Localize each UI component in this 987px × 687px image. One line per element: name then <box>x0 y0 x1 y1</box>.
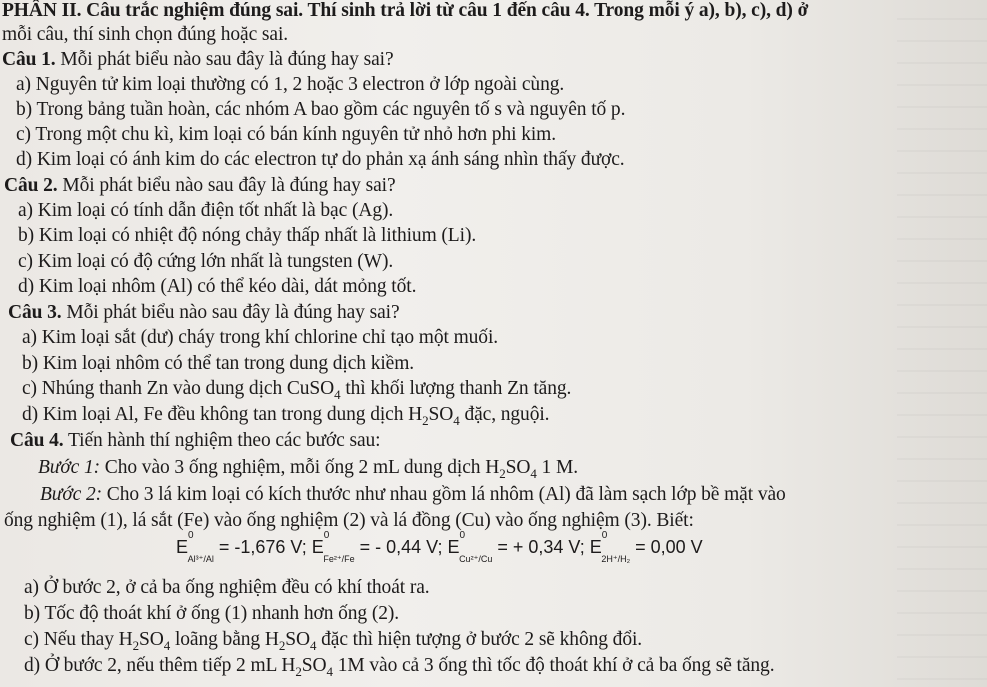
question-4-text: Tiến hành thí nghiệm theo các bước sau: <box>63 430 381 451</box>
question-3-label: Câu 3. <box>8 302 62 323</box>
section-title: PHẦN II. Câu trắc nghiệm đúng sai. <box>2 0 304 21</box>
question-4-label: Câu 4. <box>10 430 64 451</box>
question-4-option-d: d) Ở bước 2, nếu thêm tiếp 2 mL $H_2SO_4$ 1M vào cả 3 ống thì tốc độ thoát khí ở cả ba ống sẽ tăng. <box>24 655 775 679</box>
question-4-stem <box>10 429 381 453</box>
question-4-option-c: c) Nếu thay $H_2SO_4$ loãng bằng $H_2SO_4$ đặc thì hiện tượng ở bước 2 sẽ không đổi. <box>24 629 643 653</box>
question-1-option-d: d) Kim loại có ánh kim do các electron tự do phản xạ ánh sáng nhìn thấy được. <box>16 149 625 170</box>
standard-potentials-formula: $E^0_{Al^{3+}/Al} = -1,676$ V; $E^0_{Fe^{2+}/Fe}$ = - 0,44 V; $E^0_{Cu^{2+}/Cu}$ = + 0,34 V; $E^0_{2H^+/H_2} = 0,00$ V <box>176 530 703 564</box>
question-3-stem <box>8 301 400 325</box>
question-3-option-c: c) Nhúng thanh Zn vào dung dịch CuSO$_4$ thì khối lượng thanh Zn tăng. <box>22 378 572 402</box>
question-2-text: Mỗi phát biểu nào sau đây là đúng hay sai? <box>57 175 396 196</box>
question-3-text: Mỗi phát biểu nào sau đây là đúng hay sai? <box>61 302 400 323</box>
question-1-option-a: a) Nguyên tử kim loại thường có 1, 2 hoặc 3 electron ở lớp ngoài cùng. <box>16 74 565 95</box>
question-4-step-1: Bước 1: Cho vào 3 ống nghiệm, mỗi ống 2 mL dung dịch $H_2SO_4$ 1 M. <box>38 457 578 481</box>
question-1-stem <box>2 48 394 72</box>
bleed-through-text <box>897 18 987 687</box>
section-header-line <box>2 0 808 23</box>
question-2-option-c: c) Kim loại có độ cứng lớn nhất là tungsten (W). <box>18 251 394 272</box>
question-4-option-a: a) Ở bước 2, ở cả ba ống nghiệm đều có khí thoát ra. <box>24 577 430 598</box>
question-4-step-2: Bước 2: Cho 3 lá kim loại có kích thước như nhau gồm lá nhôm (Al) đã làm sạch lớp bề mặt vào <box>40 484 786 505</box>
question-1-text: Mỗi phát biểu nào sau đây là đúng hay sai? <box>55 49 394 70</box>
question-2-option-d: d) Kim loại nhôm (Al) có thể kéo dài, dát mỏng tốt. <box>18 276 417 297</box>
question-2-stem <box>4 174 396 198</box>
question-2-label: Câu 2. <box>4 175 58 196</box>
section-intro: Thí sinh trả lời từ câu 1 đến câu 4. Trong mỗi ý a), b), c), d) ở <box>303 0 809 21</box>
question-2-option-a: a) Kim loại có tính dẫn điện tốt nhất là bạc (Ag). <box>18 200 394 221</box>
question-3-option-d: d) Kim loại Al, Fe đều không tan trong dung dịch $H_2SO_4$ đặc, nguội. <box>22 404 550 428</box>
section-intro-line-2: mỗi câu, thí sinh chọn đúng hoặc sai. <box>2 24 289 45</box>
question-1-option-b: b) Trong bảng tuần hoàn, các nhóm A bao gồm các nguyên tố s và nguyên tố p. <box>16 99 626 120</box>
question-1-option-c: c) Trong một chu kì, kim loại có bán kính nguyên tử nhỏ hơn phi kim. <box>16 124 557 145</box>
question-1-label: Câu 1. <box>2 49 56 70</box>
question-4-step-2-continued: ống nghiệm (1), lá sắt (Fe) vào ống nghiệm (2) và lá đồng (Cu) vào ống nghiệm (3). Biết: <box>4 510 694 531</box>
question-4-option-b: b) Tốc độ thoát khí ở ống (1) nhanh hơn ống (2). <box>24 603 400 624</box>
question-3-option-b: b) Kim loại nhôm có thể tan trong dung dịch kiềm. <box>22 353 415 374</box>
question-2-option-b: b) Kim loại có nhiệt độ nóng chảy thấp nhất là lithium (Li). <box>18 225 477 246</box>
question-3-option-a: a) Kim loại sắt (dư) cháy trong khí chlorine chỉ tạo một muối. <box>22 327 499 348</box>
